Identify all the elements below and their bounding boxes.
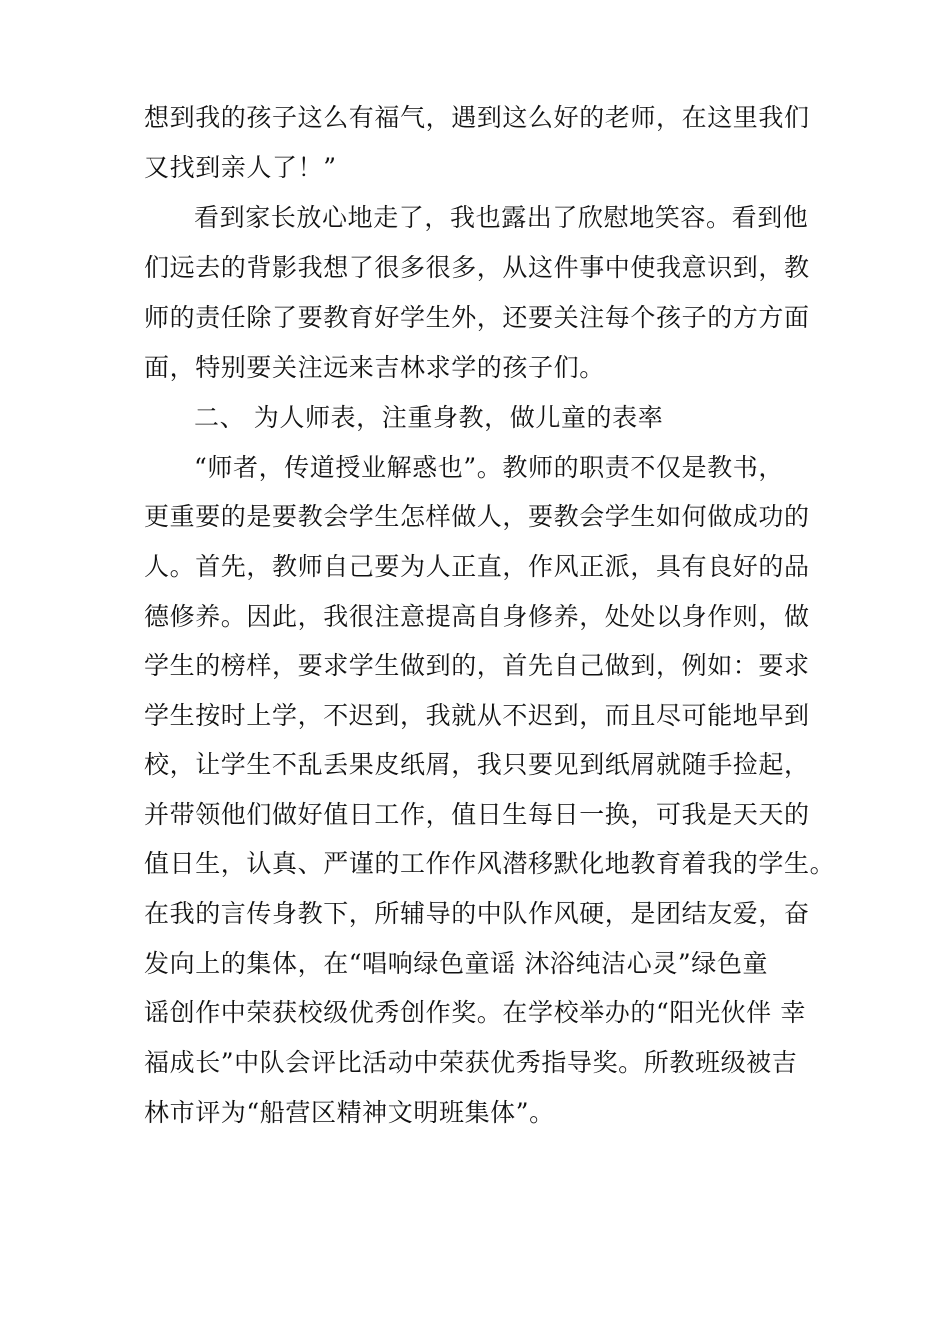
paragraph-line: “师者，传道授业解惑也”。教师的职责不仅是教书， — [194, 453, 784, 482]
paragraph-line: 在我的言传身教下，所辅导的中队作风硬，是团结友爱，奋 — [144, 899, 810, 928]
paragraph-line: 面，特别要关注远来吉林求学的孩子们。 — [144, 353, 605, 382]
paragraph-line: 德修养。因此，我很注意提高自身修养，处处以身作则，做 — [144, 602, 810, 631]
paragraph-line: 校，让学生不乱丢果皮纸屑，我只要见到纸屑就随手捡起， — [144, 750, 810, 779]
paragraph-line: 师的责任除了要教育好学生外，还要关注每个孩子的方方面 — [144, 303, 810, 332]
paragraph-line: 学生的榜样，要求学生做到的，首先自己做到，例如：要求 — [144, 651, 810, 680]
paragraph-line: 谣创作中荣获校级优秀创作奖。在学校举办的“阳光伙伴 幸 — [144, 998, 806, 1027]
paragraph-line: 看到家长放心地走了，我也露出了欣慰地笑容。看到他 — [194, 203, 809, 232]
paragraph-line: 发向上的集体，在“唱响绿色童谣 沐浴纯洁心灵”绿色童 — [144, 949, 769, 978]
paragraph-line: 并带领他们做好值日工作，值日生每日一换，可我是天天的 — [144, 800, 810, 829]
paragraph-line: 想到我的孩子这么有福气，遇到这么好的老师，在这里我们 — [144, 103, 810, 132]
paragraph-line: 福成长”中队会评比活动中荣获优秀指导奖。所教班级被吉 — [144, 1048, 798, 1077]
section-heading: 二、 为人师表，注重身教，做儿童的表率 — [194, 403, 664, 432]
paragraph-line: 更重要的是要教会学生怎样做人，要教会学生如何做成功的 — [144, 502, 810, 531]
paragraph-line: 们远去的背影我想了很多很多，从这件事中使我意识到，教 — [144, 253, 810, 282]
paragraph-line: 林市评为“船营区精神文明班集体”。 — [144, 1098, 555, 1127]
paragraph-line: 学生按时上学，不迟到，我就从不迟到，而且尽可能地早到 — [144, 701, 810, 730]
paragraph-line: 人。首先，教师自己要为人正直，作风正派，具有良好的品 — [144, 552, 810, 581]
paragraph-line: 又找到亲人了！” — [144, 153, 337, 182]
paragraph-line: 值日生，认真、严谨的工作作风潜移默化地教育着我的学生。 — [144, 849, 836, 878]
